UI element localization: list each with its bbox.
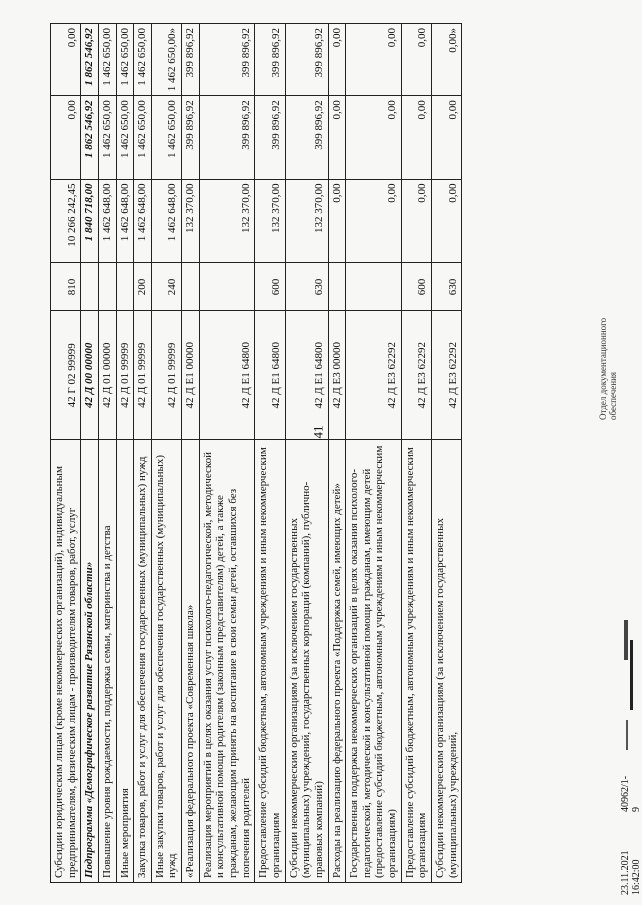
page-number: 41 [310,425,326,439]
row-name: Повышение уровня рождаемости, поддержка семьи, материнства и детства [98,439,116,882]
row-code: 42 Д 01 00000 [98,310,116,439]
row-vr [346,263,402,311]
row-vr: 200 [134,263,152,311]
table-row [255,23,285,882]
row-value-1: 132 370,00 [285,179,328,263]
row-name: Субсидии юридическим лицам (кроме некоммерческих организаций), индивидуальным предпринимателям, физическим лицам - производителям товаров, работ, услуг [51,439,81,882]
table-row [81,23,99,882]
row-vr: 240 [151,263,181,311]
row-vr [182,263,200,311]
row-value-3: 399 896,92 [182,23,200,95]
row-code: 42 Д 01 99999 [134,310,152,439]
row-value-1: 1 462 648,00 [116,179,134,263]
table-row [432,23,462,882]
scan-edge-noise [616,0,640,905]
row-value-1: 1 462 648,00 [151,179,181,263]
row-name: Расходы на реализацию федерального проекта «Поддержка семей, имеющих детей» [328,439,346,882]
row-value-2: 1 462 650,00 [151,95,181,178]
row-vr [199,263,255,311]
row-name: Реализация мероприятий в целях оказания услуг психолого-педагогической, методической и консультативной помощи родителям (законным представителям) детей, а также гражданам, желающим принять на воспитание в свои семьи детей, оставшихся без попечения родителей [199,439,255,882]
row-value-2: 0,00 [432,95,462,178]
row-code: 42 Г 02 99999 [51,310,81,439]
row-value-3: 1 862 546,92 [81,23,99,95]
row-value-2: 399 896,92 [285,95,328,178]
row-vr [116,263,134,311]
budget-table-body [51,23,462,882]
row-value-1: 1 840 718,00 [81,179,99,263]
table-row [328,23,346,882]
row-value-1: 10 266 242,45 [51,179,81,263]
row-value-1: 132 370,00 [199,179,255,263]
row-value-1: 0,00 [328,179,346,263]
row-name: Предоставление субсидий бюджетным, автономным учреждениям и иным некоммерческим организациям [401,439,431,882]
row-value-3: 399 896,92 [255,23,285,95]
row-name: Субсидии некоммерческим организациям (за исключением государственных (муниципальных) учреждений, государственных корпораций (компаний), публично-правовых компаний) [285,439,328,882]
row-vr [81,263,99,311]
table-row [51,23,81,882]
row-code: 42 Д Е3 62292 [401,310,431,439]
row-vr: 600 [255,263,285,311]
table-row [346,23,402,882]
row-name: Государственная поддержка некоммерческих организаций в целях оказания психолого-педагогической, методической и консультативной помощи гражданам, имеющим детей (предоставление субсидий бюджетным, автономным учреждениям и иным некоммерческим организациям) [346,439,402,882]
footer-code: 40962/1-9 [620,775,642,812]
row-value-2: 399 896,92 [255,95,285,178]
footer-timestamp: 23.11.2021 16:42:00 [620,850,642,895]
row-vr [328,263,346,311]
row-value-3: 1 462 650,00 [116,23,134,95]
row-value-1: 132 370,00 [255,179,285,263]
row-code: 42 Д 01 99999 [116,310,134,439]
budget-table [50,23,462,883]
row-value-3: 1 462 650,00 [134,23,152,95]
table-row [199,23,255,882]
row-value-1: 0,00 [401,179,431,263]
row-value-2: 1 462 650,00 [98,95,116,178]
row-value-3: 0,00» [432,23,462,95]
row-value-3: 399 896,92 [285,23,328,95]
row-value-3: 399 896,92 [199,23,255,95]
row-name: «Реализация федерального проекта «Современная школа» [182,439,200,882]
row-code: 42 Д Е1 64800 [285,310,328,439]
row-value-3: 0,00 [401,23,431,95]
table-row [98,23,116,882]
row-value-2: 399 896,92 [182,95,200,178]
row-name: Субсидии некоммерческим организациям (за исключением государственных (муниципальных) учреждений, [432,439,462,882]
row-name: Иные мероприятия [116,439,134,882]
row-value-1: 1 462 648,00 [134,179,152,263]
row-vr: 600 [401,263,431,311]
row-code: 42 Д 01 99999 [151,310,181,439]
row-code: 42 Д Е1 64800 [199,310,255,439]
row-name: Предоставление субсидий бюджетным, автономным учреждениям и иным некоммерческим организациям [255,439,285,882]
row-value-1: 132 370,00 [182,179,200,263]
table-row [116,23,134,882]
row-code: 42 Д Е3 00000 [328,310,346,439]
stamp-text: Отдел документационного обеспечения [598,317,618,420]
row-value-1: 0,00 [346,179,402,263]
row-value-1: 1 462 648,00 [98,179,116,263]
row-value-2: 0,00 [328,95,346,178]
row-code: 42 Д Е1 00000 [182,310,200,439]
row-value-2: 1 862 546,92 [81,95,99,178]
row-code: 42 Д 00 00000 [81,310,99,439]
row-name: Закупка товаров, работ и услуг для обеспечения государственных (муниципальных) нужд [134,439,152,882]
row-value-1: 0,00 [432,179,462,263]
row-value-2: 0,00 [51,95,81,178]
row-vr: 630 [285,263,328,311]
row-vr: 810 [51,263,81,311]
row-value-3: 1 462 650,00» [151,23,181,95]
rotated-content [50,23,590,883]
row-code: 42 Д Е3 62292 [346,310,402,439]
row-value-2: 1 462 650,00 [134,95,152,178]
table-row [182,23,200,882]
row-value-3: 0,00 [51,23,81,95]
table-row [401,23,431,882]
table-row [134,23,152,882]
row-value-3: 0,00 [328,23,346,95]
row-vr: 630 [432,263,462,311]
row-name: Подпрограмма «Демографическое развитие Рязанской области» [81,439,99,882]
row-value-3: 0,00 [346,23,402,95]
row-value-2: 1 462 650,00 [116,95,134,178]
row-name: Иные закупки товаров, работ и услуг для обеспечения государственных (муниципальных) нужд [151,439,181,882]
table-row [285,23,328,882]
row-code: 42 Д Е1 64800 [255,310,285,439]
table-row [151,23,181,882]
row-value-2: 0,00 [346,95,402,178]
row-code: 42 Д Е3 62292 [432,310,462,439]
row-value-3: 1 462 650,00 [98,23,116,95]
row-value-2: 0,00 [401,95,431,178]
row-vr [98,263,116,311]
row-value-2: 399 896,92 [199,95,255,178]
